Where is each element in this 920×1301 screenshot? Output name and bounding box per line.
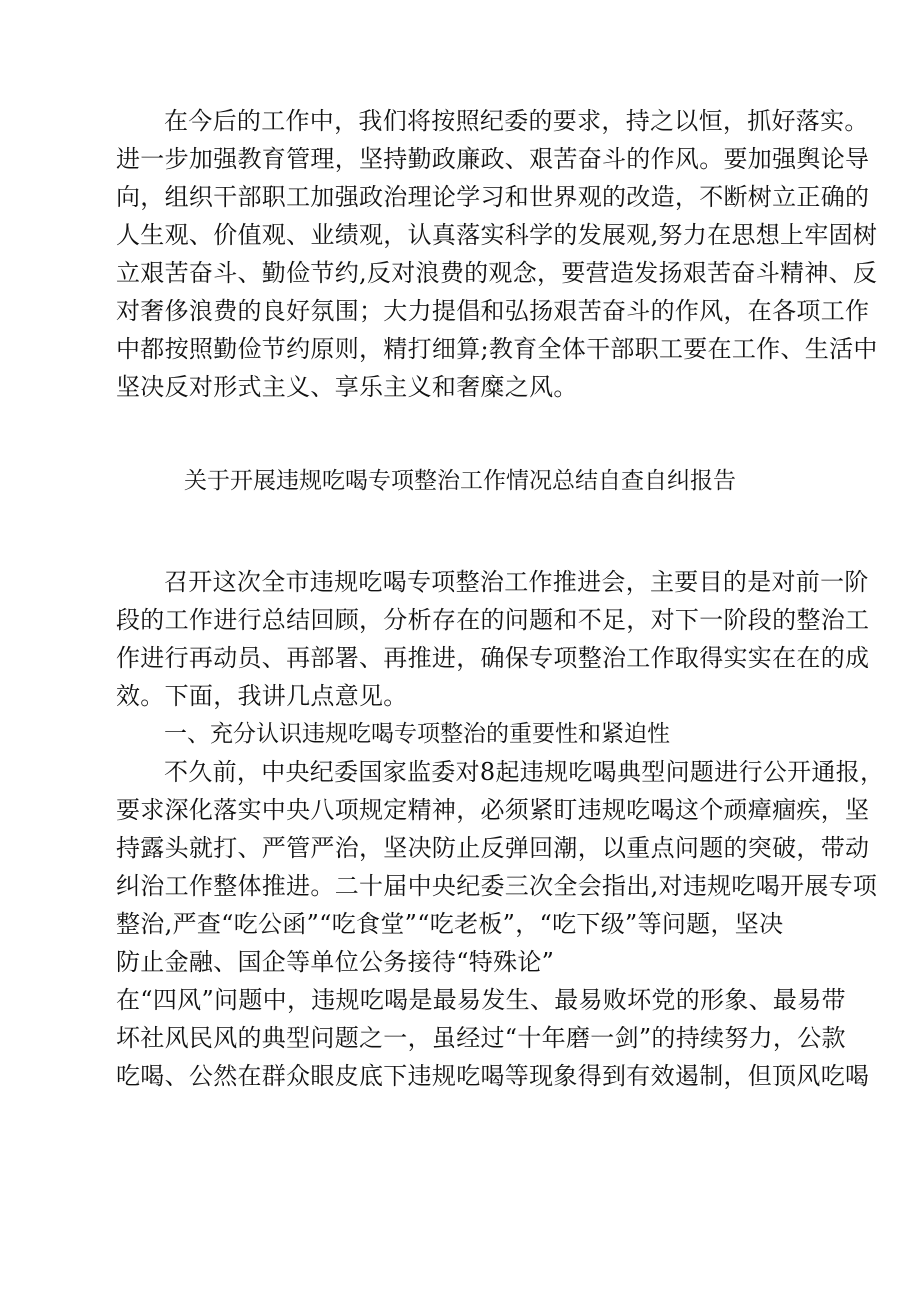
paragraph-line: 人生观、价值观、业绩观，认真落实科学的发展观,努力在思想上牢固树	[116, 221, 878, 249]
paragraph-line: 在“四风”问题中，违规吃喝是最易发生、最易败坏党的形象、最易带	[116, 986, 846, 1014]
paragraph-line: 立艰苦奋斗、勤俭节约,反对浪费的观念，要营造发扬艰苦奋斗精神、反	[116, 259, 878, 287]
paragraph-line: 坏社风民风的典型问题之一，虽经过“十年磨一剑”的持续努力，公款	[116, 1024, 846, 1052]
paragraph-line: 中都按照勤俭节约原则，精打细算;教育全体干部职工要在工作、生活中	[116, 335, 878, 363]
paragraph-line: 坚决反对形式主义、享乐主义和奢糜之风。	[116, 373, 578, 401]
paragraph-line: 持露头就打、严管严治，坚决防止反弹回潮，以重点问题的突破，带动	[116, 834, 870, 862]
paragraph-line: 对奢侈浪费的良好氛围；大力提倡和弘扬艰苦奋斗的作风，在各项工作	[116, 297, 870, 325]
section-heading: 一、充分认识违规吃喝专项整治的重要性和紧迫性	[164, 721, 670, 747]
paragraph-line: 要求深化落实中央八项规定精神，必须紧盯违规吃喝这个顽瘴痼疾，坚	[116, 796, 870, 824]
paragraph-line: 向，组织干部职工加强政治理论学习和世界观的改造，不断树立正确的	[116, 183, 870, 211]
paragraph-line: 纠治工作整体推进。二十届中央纪委三次全会指出,对违规吃喝开展专项	[116, 872, 878, 900]
paragraph-line: 不久前，中央纪委国家监委对8起违规吃喝典型问题进行公开通报，	[164, 758, 885, 786]
paragraph-line: 吃喝、公然在群众眼皮底下违规吃喝等现象得到有效遏制，但顶风吃喝	[116, 1062, 870, 1090]
paragraph-line: 在今后的工作中，我们将按照纪委的要求，持之以恒，抓好落实。	[164, 107, 869, 135]
document-title: 关于开展违规吃喝专项整治工作情况总结自查自纠报告	[184, 468, 736, 494]
paragraph-line: 防止金融、国企等单位公务接待“特殊论”	[116, 948, 555, 976]
paragraph-line: 整治,严查“吃公函”“吃食堂”“吃老板”，“吃下级”等问题，坚决	[116, 910, 784, 938]
paragraph-line: 段的工作进行总结回顾，分析存在的问题和不足，对下一阶段的整治工	[116, 606, 870, 634]
paragraph-line: 效。下面，我讲几点意见。	[116, 682, 408, 710]
paragraph-line: 进一步加强教育管理，坚持勤政廉政、艰苦奋斗的作风。要加强舆论导	[116, 145, 870, 173]
paragraph-line: 召开这次全市违规吃喝专项整治工作推进会，主要目的是对前一阶	[164, 568, 869, 596]
paragraph-line: 作进行再动员、再部署、再推进，确保专项整治工作取得实实在在的成	[116, 644, 870, 672]
